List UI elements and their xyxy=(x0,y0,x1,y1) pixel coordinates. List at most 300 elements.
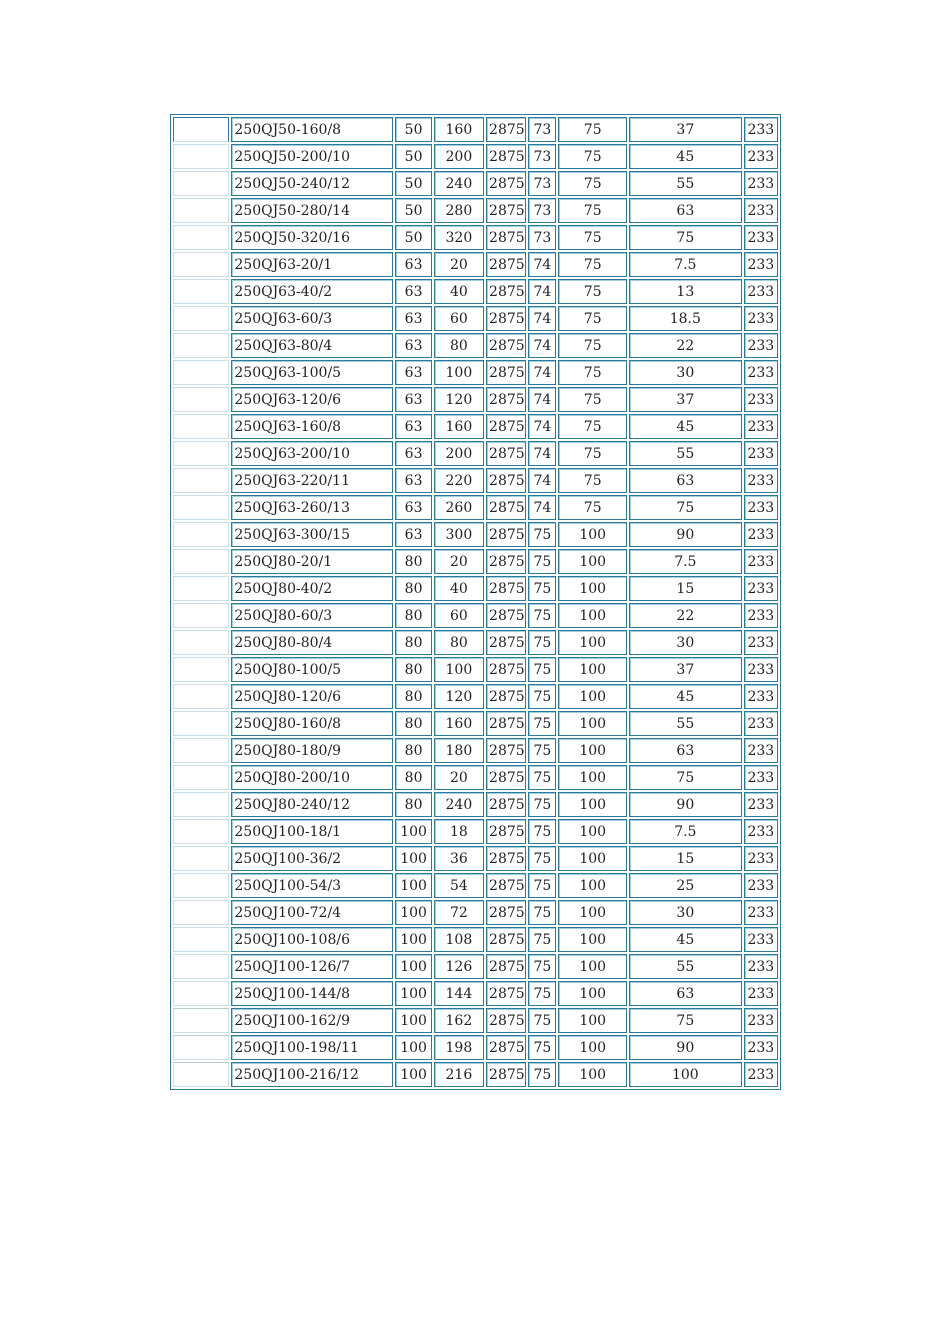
diameter-cell: 233 xyxy=(744,711,778,736)
speed-cell: 2875 xyxy=(486,1062,526,1087)
flow-cell: 100 xyxy=(395,846,431,871)
model-cell: 250QJ63-300/15 xyxy=(231,522,393,547)
speed-cell: 2875 xyxy=(486,711,526,736)
speed-cell: 2875 xyxy=(486,549,526,574)
outlet-cell: 75 xyxy=(558,252,626,277)
model-cell: 250QJ50-320/16 xyxy=(231,225,393,250)
diameter-cell: 233 xyxy=(744,765,778,790)
diameter-cell: 233 xyxy=(744,657,778,682)
table-body xyxy=(173,117,778,1087)
model-cell: 250QJ80-120/6 xyxy=(231,684,393,709)
outlet-cell: 75 xyxy=(558,387,626,412)
head-cell: 80 xyxy=(434,630,484,655)
flow-cell: 80 xyxy=(395,549,431,574)
head-cell: 198 xyxy=(434,1035,484,1060)
outlet-cell: 75 xyxy=(558,441,626,466)
group-cell xyxy=(173,900,229,925)
outlet-cell: 100 xyxy=(558,684,626,709)
group-cell xyxy=(173,387,229,412)
model-cell: 250QJ80-80/4 xyxy=(231,630,393,655)
diameter-cell: 233 xyxy=(744,117,778,142)
outlet-cell: 75 xyxy=(558,306,626,331)
outlet-cell: 100 xyxy=(558,792,626,817)
group-cell xyxy=(173,684,229,709)
table-row xyxy=(173,738,778,763)
outlet-cell: 100 xyxy=(558,819,626,844)
head-cell: 200 xyxy=(434,441,484,466)
head-cell: 20 xyxy=(434,765,484,790)
head-cell: 60 xyxy=(434,306,484,331)
efficiency-cell: 73 xyxy=(528,198,556,223)
head-cell: 220 xyxy=(434,468,484,493)
speed-cell: 2875 xyxy=(486,819,526,844)
efficiency-cell: 75 xyxy=(528,846,556,871)
outlet-cell: 75 xyxy=(558,144,626,169)
power-cell: 75 xyxy=(629,765,742,790)
flow-cell: 63 xyxy=(395,333,431,358)
efficiency-cell: 75 xyxy=(528,684,556,709)
head-cell: 72 xyxy=(434,900,484,925)
outlet-cell: 100 xyxy=(558,657,626,682)
outlet-cell: 100 xyxy=(558,1062,626,1087)
flow-cell: 100 xyxy=(395,1062,431,1087)
spec-sheet xyxy=(170,114,781,1090)
head-cell: 120 xyxy=(434,387,484,412)
flow-cell: 100 xyxy=(395,981,431,1006)
power-cell: 45 xyxy=(629,684,742,709)
outlet-cell: 100 xyxy=(558,954,626,979)
head-cell: 60 xyxy=(434,603,484,628)
outlet-cell: 100 xyxy=(558,1008,626,1033)
power-cell: 7.5 xyxy=(629,549,742,574)
head-cell: 126 xyxy=(434,954,484,979)
efficiency-cell: 74 xyxy=(528,441,556,466)
efficiency-cell: 73 xyxy=(528,171,556,196)
head-cell: 100 xyxy=(434,360,484,385)
head-cell: 144 xyxy=(434,981,484,1006)
group-cell xyxy=(173,225,229,250)
speed-cell: 2875 xyxy=(486,684,526,709)
diameter-cell: 233 xyxy=(744,603,778,628)
outlet-cell: 100 xyxy=(558,522,626,547)
head-cell: 20 xyxy=(434,252,484,277)
outlet-cell: 100 xyxy=(558,981,626,1006)
table-row xyxy=(173,522,778,547)
model-cell: 250QJ63-80/4 xyxy=(231,333,393,358)
group-cell xyxy=(173,468,229,493)
model-cell: 250QJ100-162/9 xyxy=(231,1008,393,1033)
model-cell: 250QJ63-40/2 xyxy=(231,279,393,304)
diameter-cell: 233 xyxy=(744,387,778,412)
power-cell: 100 xyxy=(629,1062,742,1087)
power-cell: 13 xyxy=(629,279,742,304)
diameter-cell: 233 xyxy=(744,1062,778,1087)
power-cell: 30 xyxy=(629,630,742,655)
flow-cell: 100 xyxy=(395,900,431,925)
head-cell: 20 xyxy=(434,549,484,574)
head-cell: 320 xyxy=(434,225,484,250)
power-cell: 15 xyxy=(629,576,742,601)
speed-cell: 2875 xyxy=(486,846,526,871)
model-cell: 250QJ50-160/8 xyxy=(231,117,393,142)
diameter-cell: 233 xyxy=(744,738,778,763)
outlet-cell: 100 xyxy=(558,738,626,763)
power-cell: 22 xyxy=(629,603,742,628)
flow-cell: 50 xyxy=(395,144,431,169)
diameter-cell: 233 xyxy=(744,144,778,169)
efficiency-cell: 75 xyxy=(528,657,556,682)
group-cell xyxy=(173,630,229,655)
head-cell: 36 xyxy=(434,846,484,871)
flow-cell: 100 xyxy=(395,954,431,979)
group-cell xyxy=(173,144,229,169)
outlet-cell: 100 xyxy=(558,765,626,790)
speed-cell: 2875 xyxy=(486,657,526,682)
outlet-cell: 100 xyxy=(558,576,626,601)
power-cell: 75 xyxy=(629,1008,742,1033)
group-cell xyxy=(173,117,229,142)
flow-cell: 80 xyxy=(395,792,431,817)
table-row xyxy=(173,954,778,979)
efficiency-cell: 75 xyxy=(528,954,556,979)
diameter-cell: 233 xyxy=(744,198,778,223)
diameter-cell: 233 xyxy=(744,1035,778,1060)
head-cell: 180 xyxy=(434,738,484,763)
group-cell xyxy=(173,1008,229,1033)
power-cell: 25 xyxy=(629,873,742,898)
speed-cell: 2875 xyxy=(486,1035,526,1060)
diameter-cell: 233 xyxy=(744,900,778,925)
table-row xyxy=(173,819,778,844)
outlet-cell: 100 xyxy=(558,603,626,628)
power-cell: 55 xyxy=(629,954,742,979)
efficiency-cell: 74 xyxy=(528,333,556,358)
head-cell: 100 xyxy=(434,657,484,682)
diameter-cell: 233 xyxy=(744,495,778,520)
outlet-cell: 75 xyxy=(558,333,626,358)
power-cell: 75 xyxy=(629,495,742,520)
pump-spec-table xyxy=(171,115,780,1089)
head-cell: 40 xyxy=(434,576,484,601)
table-row xyxy=(173,630,778,655)
flow-cell: 63 xyxy=(395,279,431,304)
efficiency-cell: 73 xyxy=(528,225,556,250)
speed-cell: 2875 xyxy=(486,144,526,169)
diameter-cell: 233 xyxy=(744,630,778,655)
head-cell: 300 xyxy=(434,522,484,547)
table-row xyxy=(173,711,778,736)
efficiency-cell: 75 xyxy=(528,1062,556,1087)
outlet-cell: 100 xyxy=(558,846,626,871)
group-cell xyxy=(173,603,229,628)
flow-cell: 63 xyxy=(395,360,431,385)
head-cell: 260 xyxy=(434,495,484,520)
efficiency-cell: 75 xyxy=(528,765,556,790)
power-cell: 18.5 xyxy=(629,306,742,331)
model-cell: 250QJ80-240/12 xyxy=(231,792,393,817)
head-cell: 54 xyxy=(434,873,484,898)
model-cell: 250QJ80-160/8 xyxy=(231,711,393,736)
table-row xyxy=(173,603,778,628)
efficiency-cell: 75 xyxy=(528,603,556,628)
model-cell: 250QJ63-200/10 xyxy=(231,441,393,466)
outlet-cell: 75 xyxy=(558,360,626,385)
efficiency-cell: 73 xyxy=(528,144,556,169)
table-row xyxy=(173,549,778,574)
power-cell: 45 xyxy=(629,414,742,439)
power-cell: 63 xyxy=(629,198,742,223)
outlet-cell: 75 xyxy=(558,198,626,223)
group-cell xyxy=(173,495,229,520)
flow-cell: 63 xyxy=(395,414,431,439)
flow-cell: 63 xyxy=(395,387,431,412)
diameter-cell: 233 xyxy=(744,252,778,277)
efficiency-cell: 74 xyxy=(528,387,556,412)
outlet-cell: 100 xyxy=(558,549,626,574)
diameter-cell: 233 xyxy=(744,306,778,331)
speed-cell: 2875 xyxy=(486,441,526,466)
power-cell: 37 xyxy=(629,657,742,682)
efficiency-cell: 75 xyxy=(528,1008,556,1033)
flow-cell: 63 xyxy=(395,468,431,493)
group-cell xyxy=(173,927,229,952)
efficiency-cell: 73 xyxy=(528,117,556,142)
outlet-cell: 75 xyxy=(558,414,626,439)
group-cell xyxy=(173,441,229,466)
efficiency-cell: 74 xyxy=(528,495,556,520)
flow-cell: 63 xyxy=(395,495,431,520)
model-cell: 250QJ80-20/1 xyxy=(231,549,393,574)
table-row xyxy=(173,765,778,790)
model-cell: 250QJ80-100/5 xyxy=(231,657,393,682)
diameter-cell: 233 xyxy=(744,522,778,547)
power-cell: 55 xyxy=(629,441,742,466)
head-cell: 240 xyxy=(434,792,484,817)
speed-cell: 2875 xyxy=(486,117,526,142)
diameter-cell: 233 xyxy=(744,225,778,250)
table-row xyxy=(173,846,778,871)
model-cell: 250QJ100-36/2 xyxy=(231,846,393,871)
group-cell xyxy=(173,1035,229,1060)
diameter-cell: 233 xyxy=(744,981,778,1006)
head-cell: 200 xyxy=(434,144,484,169)
power-cell: 22 xyxy=(629,333,742,358)
table-row xyxy=(173,873,778,898)
outlet-cell: 100 xyxy=(558,1035,626,1060)
group-cell xyxy=(173,279,229,304)
flow-cell: 80 xyxy=(395,603,431,628)
model-cell: 250QJ63-100/5 xyxy=(231,360,393,385)
speed-cell: 2875 xyxy=(486,225,526,250)
group-cell xyxy=(173,360,229,385)
head-cell: 18 xyxy=(434,819,484,844)
speed-cell: 2875 xyxy=(486,333,526,358)
speed-cell: 2875 xyxy=(486,198,526,223)
efficiency-cell: 74 xyxy=(528,252,556,277)
table-row xyxy=(173,792,778,817)
model-cell: 250QJ63-60/3 xyxy=(231,306,393,331)
table-row xyxy=(173,198,778,223)
efficiency-cell: 74 xyxy=(528,414,556,439)
diameter-cell: 233 xyxy=(744,360,778,385)
outlet-cell: 75 xyxy=(558,468,626,493)
group-cell xyxy=(173,873,229,898)
model-cell: 250QJ100-108/6 xyxy=(231,927,393,952)
speed-cell: 2875 xyxy=(486,1008,526,1033)
group-cell xyxy=(173,171,229,196)
efficiency-cell: 75 xyxy=(528,792,556,817)
power-cell: 37 xyxy=(629,117,742,142)
table-row xyxy=(173,900,778,925)
efficiency-cell: 75 xyxy=(528,1035,556,1060)
speed-cell: 2875 xyxy=(486,630,526,655)
table-row xyxy=(173,252,778,277)
head-cell: 216 xyxy=(434,1062,484,1087)
power-cell: 7.5 xyxy=(629,252,742,277)
table-row xyxy=(173,657,778,682)
model-cell: 250QJ100-198/11 xyxy=(231,1035,393,1060)
speed-cell: 2875 xyxy=(486,171,526,196)
speed-cell: 2875 xyxy=(486,306,526,331)
head-cell: 160 xyxy=(434,117,484,142)
model-cell: 250QJ63-120/6 xyxy=(231,387,393,412)
group-cell xyxy=(173,765,229,790)
power-cell: 63 xyxy=(629,981,742,1006)
speed-cell: 2875 xyxy=(486,603,526,628)
group-cell xyxy=(173,252,229,277)
model-cell: 250QJ80-180/9 xyxy=(231,738,393,763)
group-cell xyxy=(173,1062,229,1087)
flow-cell: 100 xyxy=(395,1035,431,1060)
diameter-cell: 233 xyxy=(744,549,778,574)
outlet-cell: 100 xyxy=(558,873,626,898)
speed-cell: 2875 xyxy=(486,468,526,493)
diameter-cell: 233 xyxy=(744,1008,778,1033)
speed-cell: 2875 xyxy=(486,360,526,385)
model-cell: 250QJ80-200/10 xyxy=(231,765,393,790)
efficiency-cell: 75 xyxy=(528,522,556,547)
efficiency-cell: 74 xyxy=(528,279,556,304)
efficiency-cell: 74 xyxy=(528,306,556,331)
table-row xyxy=(173,144,778,169)
group-cell xyxy=(173,846,229,871)
diameter-cell: 233 xyxy=(744,873,778,898)
head-cell: 40 xyxy=(434,279,484,304)
model-cell: 250QJ100-72/4 xyxy=(231,900,393,925)
power-cell: 55 xyxy=(629,171,742,196)
efficiency-cell: 75 xyxy=(528,576,556,601)
efficiency-cell: 75 xyxy=(528,981,556,1006)
group-cell xyxy=(173,657,229,682)
group-cell xyxy=(173,576,229,601)
model-cell: 250QJ50-200/10 xyxy=(231,144,393,169)
flow-cell: 80 xyxy=(395,765,431,790)
model-cell: 250QJ100-216/12 xyxy=(231,1062,393,1087)
group-cell xyxy=(173,549,229,574)
flow-cell: 80 xyxy=(395,738,431,763)
efficiency-cell: 74 xyxy=(528,360,556,385)
power-cell: 37 xyxy=(629,387,742,412)
outlet-cell: 75 xyxy=(558,171,626,196)
speed-cell: 2875 xyxy=(486,927,526,952)
flow-cell: 63 xyxy=(395,522,431,547)
model-cell: 250QJ63-160/8 xyxy=(231,414,393,439)
model-cell: 250QJ100-126/7 xyxy=(231,954,393,979)
model-cell: 250QJ100-144/8 xyxy=(231,981,393,1006)
group-cell xyxy=(173,738,229,763)
flow-cell: 63 xyxy=(395,441,431,466)
diameter-cell: 233 xyxy=(744,414,778,439)
speed-cell: 2875 xyxy=(486,981,526,1006)
efficiency-cell: 75 xyxy=(528,819,556,844)
power-cell: 7.5 xyxy=(629,819,742,844)
table-row xyxy=(173,468,778,493)
group-cell xyxy=(173,198,229,223)
group-cell xyxy=(173,981,229,1006)
model-cell: 250QJ80-60/3 xyxy=(231,603,393,628)
table-row xyxy=(173,171,778,196)
speed-cell: 2875 xyxy=(486,900,526,925)
power-cell: 45 xyxy=(629,144,742,169)
power-cell: 63 xyxy=(629,468,742,493)
flow-cell: 80 xyxy=(395,630,431,655)
outlet-cell: 75 xyxy=(558,279,626,304)
speed-cell: 2875 xyxy=(486,792,526,817)
model-cell: 250QJ50-280/14 xyxy=(231,198,393,223)
power-cell: 45 xyxy=(629,927,742,952)
group-cell xyxy=(173,333,229,358)
flow-cell: 50 xyxy=(395,225,431,250)
diameter-cell: 233 xyxy=(744,684,778,709)
efficiency-cell: 75 xyxy=(528,927,556,952)
outlet-cell: 100 xyxy=(558,900,626,925)
flow-cell: 80 xyxy=(395,684,431,709)
speed-cell: 2875 xyxy=(486,576,526,601)
table-row xyxy=(173,279,778,304)
flow-cell: 100 xyxy=(395,873,431,898)
outlet-cell: 100 xyxy=(558,711,626,736)
diameter-cell: 233 xyxy=(744,819,778,844)
outlet-cell: 100 xyxy=(558,927,626,952)
outlet-cell: 75 xyxy=(558,495,626,520)
table-row xyxy=(173,981,778,1006)
flow-cell: 63 xyxy=(395,306,431,331)
speed-cell: 2875 xyxy=(486,738,526,763)
power-cell: 63 xyxy=(629,738,742,763)
power-cell: 90 xyxy=(629,522,742,547)
group-cell xyxy=(173,819,229,844)
speed-cell: 2875 xyxy=(486,387,526,412)
model-cell: 250QJ63-20/1 xyxy=(231,252,393,277)
efficiency-cell: 75 xyxy=(528,900,556,925)
table-row xyxy=(173,306,778,331)
model-cell: 250QJ50-240/12 xyxy=(231,171,393,196)
diameter-cell: 233 xyxy=(744,954,778,979)
speed-cell: 2875 xyxy=(486,279,526,304)
table-row xyxy=(173,1062,778,1087)
flow-cell: 100 xyxy=(395,1008,431,1033)
group-cell xyxy=(173,954,229,979)
flow-cell: 100 xyxy=(395,819,431,844)
table-row xyxy=(173,387,778,412)
table-row xyxy=(173,576,778,601)
speed-cell: 2875 xyxy=(486,252,526,277)
head-cell: 80 xyxy=(434,333,484,358)
head-cell: 280 xyxy=(434,198,484,223)
flow-cell: 50 xyxy=(395,117,431,142)
flow-cell: 80 xyxy=(395,576,431,601)
flow-cell: 50 xyxy=(395,198,431,223)
